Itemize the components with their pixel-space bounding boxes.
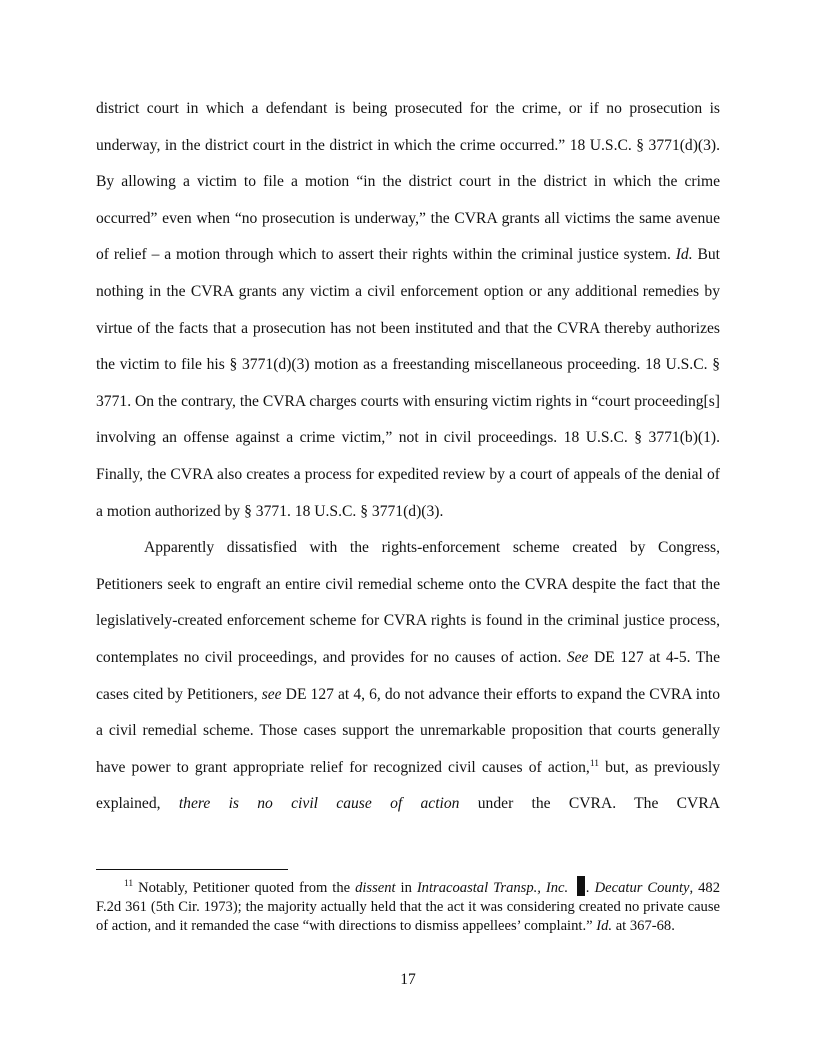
paragraph-1 [96, 91, 720, 530]
redaction-mark [577, 876, 585, 896]
footnote-text-b: in [395, 880, 417, 896]
emphasis-text: there is no civil cause of action [178, 795, 460, 813]
paragraph-2-text-c: DE 127 at 4, 6, do not advance their efforts to expand the CVRA into a civil remedial scheme. Those cases support the unremarkable proposition that courts generally have power to grant appropriate relief for recognized civil causes of action, [96, 685, 720, 776]
footnote-11 [96, 876, 720, 935]
footnote-reference[interactable]: 11 [589, 758, 599, 769]
footnote-case-name-b: . Decatur County [586, 880, 690, 896]
paragraph-2 [96, 530, 720, 823]
footnote-case-name-a: Intracoastal Transp., Inc. [416, 880, 569, 896]
paragraph-2-text-b: DE 127 at 4-5. The cases cited by Petitioners, [96, 648, 720, 703]
footnote-id: Id. [596, 917, 613, 934]
paragraph-2-text-d: but, as previously explained, [96, 758, 721, 813]
footnote-number: 11 [124, 879, 134, 889]
paragraph-1-text-b: But nothing in the CVRA grants any victim a civil enforcement option or any additional remedies by virtue of the facts that a prosecution has not been instituted and that the CVRA thereby authorizes the victim to file his § 3771(d)(3) motion as a freestanding miscellaneous proceeding. 18 U.S.C. § 3771. On the contrary, the CVRA charges courts with ensuring victim rights in “court proceeding[s] involving an offense against a crime victim,” not in civil proceedings. 18 U.S.C. § 3771(b)(1). Finally, the CVRA also creates a process for expedited review by a court of appeals of the denial of a motion authorized by § 3771. 18 U.S.C. § 3771(d)(3). [96, 246, 720, 520]
footnote-text-c [568, 880, 573, 896]
footnote-text-e: at 367-68. [612, 917, 675, 934]
paragraph-2-text-e: under the CVRA. The CVRA [459, 795, 720, 813]
page-number: 17 [400, 971, 416, 988]
body-text [96, 91, 720, 823]
citation-id: Id. [675, 246, 693, 264]
footnote-dissent: dissent [355, 880, 396, 896]
signal-see-lower: see [261, 685, 282, 703]
footnote-text-d: , 482 F.2d 361 (5th Cir. 1973); the majority actually held that the act it was considering created no private cause of action, and it remanded the case “with directions to dismiss appellees’ complaint.” [96, 880, 720, 934]
footnote-divider [96, 869, 288, 870]
paragraph-1-text-a: district court in which a defendant is being prosecuted for the crime, or if no prosecution is underway, in the district court in the district in which the crime occurred.” 18 U.S.C. § 3771(d)(3). By allowing a victim to file a motion “in the district court in the district in which the crime occurred” even when “no prosecution is underway,” the CVRA grants all victims the same avenue of relief – a motion through which to assert their rights within the criminal justice system. [96, 100, 720, 264]
signal-see: See [566, 648, 589, 666]
footnote-text-a: Notably, Petitioner quoted from the [133, 880, 356, 896]
paragraph-2-text-a: Apparently dissatisfied with the rights-enforcement scheme created by Congress, Petitioners seek to engraft an entire civil remedial scheme onto the CVRA despite the fact that the legislatively-created enforcement scheme for CVRA rights is found in the criminal justice process, contemplates no civil proceedings, and provides for no causes of action. [96, 539, 720, 666]
